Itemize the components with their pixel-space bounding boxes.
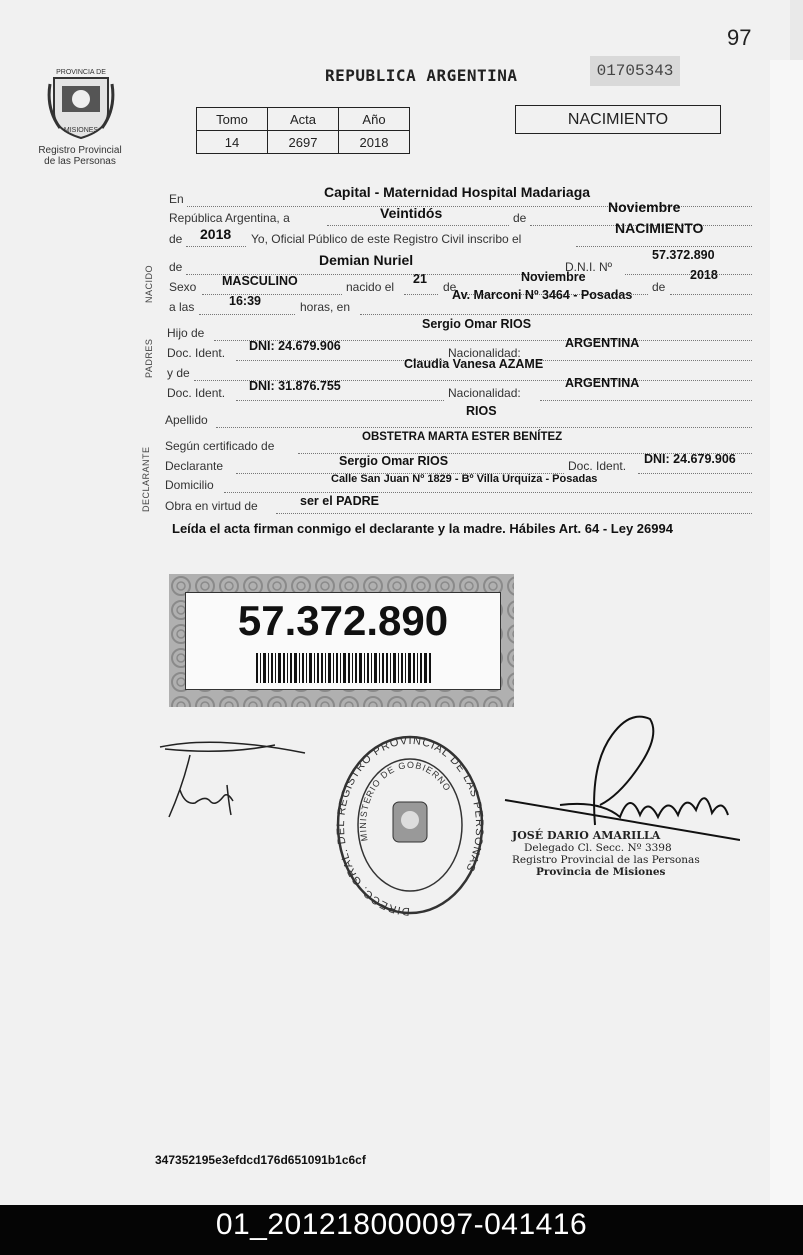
official-stamp [512,830,700,878]
registry-label: Registro Provincial de las Personas [38,145,122,167]
anio-header: Año [339,108,410,131]
barcode [256,653,431,683]
field-apellido: Apellido RIOS [0,413,790,431]
field-padre: Hijo de Sergio Omar RIOS [0,326,790,344]
crest-logo [46,64,116,140]
field-fecha-acta: República Argentina, a Veintidós de Noviembre [0,211,790,229]
official-name: JOSÉ DARIO AMARILLA [512,829,661,842]
official-signature [500,705,740,845]
footer-code: 01_201218000097-041416 [215,1208,588,1241]
field-certificado: Según certificado de OBSTETRA MARTA ESTER BENÍTEZ [0,439,790,457]
side-label-nacido: NACIDO [144,264,154,303]
tomo-value: 14 [197,131,268,154]
field-doc-padre: Doc. Ident. DNI: 24.679.906 Nacionalidad: ARGENTINA [0,346,790,364]
dni-label [185,592,501,690]
official-title: Delegado Cl. Secc. Nº 3398 [524,842,672,854]
serial-number: 01705343 [590,56,680,86]
page-number: 97 [727,25,752,50]
official-office: Registro Provincial de las Personas [512,854,700,866]
declarant-signature [155,735,315,825]
document-hash: 347352195e3efdcd176d651091b1c6cf [155,1153,366,1167]
official-seal [335,730,495,920]
field-doc-madre: Doc. Ident. DNI: 31.876.755 Nacionalidad: ARGENTINA [0,386,790,404]
official-province: Provincia de Misiones [536,866,666,878]
svg-text:MISIONES: MISIONES [63,127,99,134]
acta-value: 2697 [268,131,339,154]
field-madre: y de Claudia Vanesa AZAME [0,366,790,384]
anio-value: 2018 [339,131,410,154]
tomo-header: Tomo [197,108,268,131]
field-nombre: de Demian Nuriel D.N.I. Nº 57.372.890 [0,260,790,278]
document-type-box: NACIMIENTO [515,105,721,134]
field-sexo: Sexo MASCULINO nacido el 21 de Noviembre de 2018 [0,280,790,298]
field-declarante: Declarante Sergio Omar RIOS Doc. Ident. DNI: 24.679.906 [0,459,790,477]
side-label-padres: PADRES [144,338,154,378]
svg-text:DIRECC. GRAL. DEL REGISTRO PRO: DIRECC. GRAL. DEL REGISTRO PROVINCIAL DE LAS PERSONAS [335,734,486,918]
field-en: En Capital - Maternidad Hospital Madariaga [0,192,790,210]
dni-label-card [169,574,514,707]
field-domicilio: Domicilio Calle San Juan Nº 1829 - Bº Villa Urquiza - Posadas [0,478,790,496]
registry-table [196,107,410,154]
field-hora: a las 16:39 horas, en Av. Marconi Nº 3464 - Posadas [0,300,790,318]
side-label-declarante: DECLARANTE [141,446,151,512]
field-inscripcion: de 2018 Yo, Oficial Público de este Registro Civil inscribo el NACIMIENTO [0,232,790,250]
closing-text: Leída el acta firman conmigo el declarante y la madre. Hábiles Art. 64 - Ley 26994 [172,521,673,536]
svg-text:PROVINCIA DE: PROVINCIA DE [56,69,106,76]
dni-number: 57.372.890 [237,597,449,644]
field-obra: Obra en virtud de ser el PADRE [0,499,790,517]
svg-text:MINISTERIO DE GOBIERNO: MINISTERIO DE GOBIERNO [358,759,453,843]
acta-header: Acta [268,108,339,131]
document-title: REPUBLICA ARGENTINA [325,66,518,85]
